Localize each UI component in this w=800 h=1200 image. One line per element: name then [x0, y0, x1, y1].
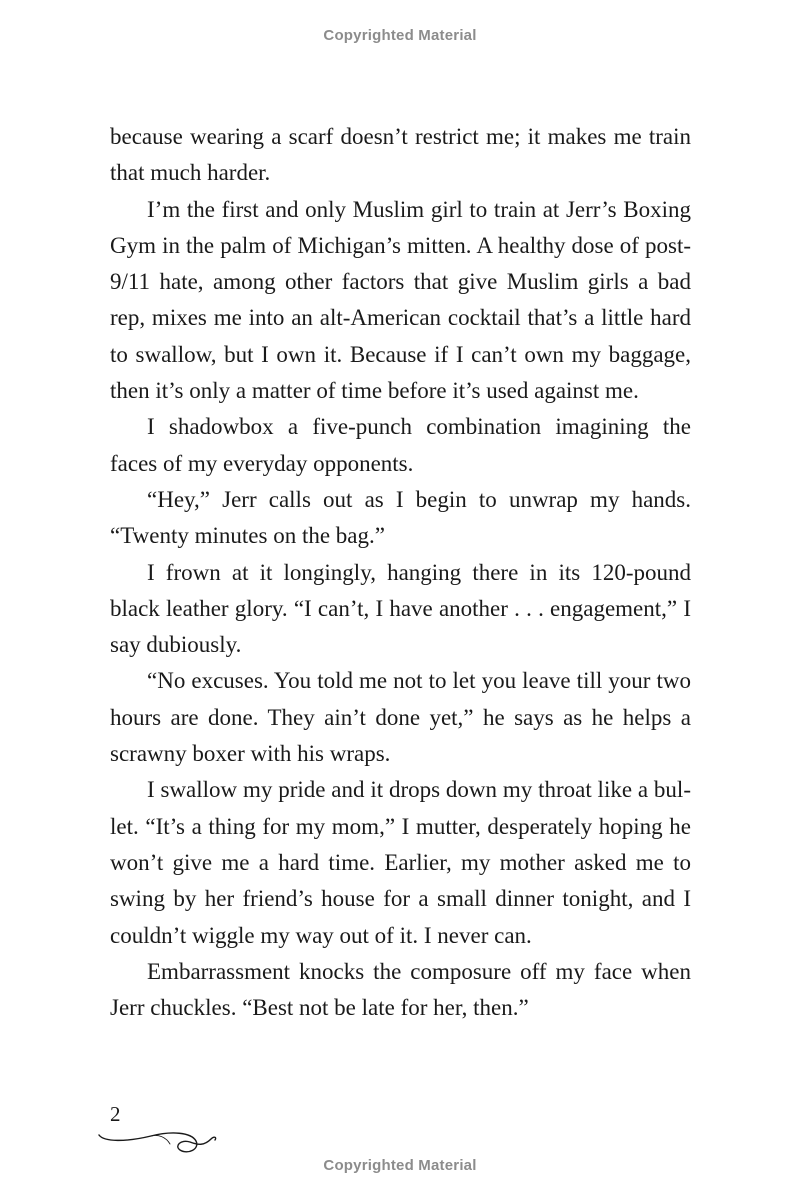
paragraph: I shadowbox a five-punch combination imagining the faces of my everyday opponents. — [110, 414, 691, 476]
flourish-ornament-icon — [96, 1122, 221, 1162]
paragraph: I swallow my pride and it drops down my throat like a bullet. “It’s a thing for my mom,” I mutter, desperately hoping he won’t give me a hard time. Earlier, my mother asked me to swing by her friend’s house for a small dinner tonight, and I couldn’t wiggle my way out of it. I never can. — [110, 777, 691, 948]
paragraph: because wearing a scarf doesn’t restrict me; it makes me train that much harder. — [110, 124, 691, 186]
paragraph: “No excuses. You told me not to let you leave till your two hours are done. They ain’t done yet,” he says as he helps a scrawny boxer with his wraps. — [110, 668, 691, 767]
body-text — [110, 119, 691, 1026]
copyright-watermark-bottom: Copyrighted Material — [323, 1157, 477, 1174]
paragraph: I frown at it longingly, hanging there in its 120-pound black leather glory. “I can’t, I have another . . . engagement,” I say dubiously. — [110, 559, 691, 658]
paragraph: Embarrassment knocks the composure off my face when Jerr chuckles. “Best not be late for her, then.” — [110, 958, 691, 1021]
copyright-watermark-top: Copyrighted Material — [323, 27, 477, 44]
page-number: 2 — [110, 1102, 121, 1126]
paragraph: “Hey,” Jerr calls out as I begin to unwrap my hands. “Twenty minutes on the bag.” — [110, 486, 691, 549]
page-footer — [96, 1102, 226, 1162]
paragraph: I’m the first and only Muslim girl to train at Jerr’s Boxing Gym in the palm of Michigan’s mitten. A healthy dose of post-9/11 hate, among other factors that give Muslim girls a bad rep, mixes me into an alt-American cocktail that’s a little hard to swallow, but I own it. Because if I can’t own my baggage, then it’s only a matter of time before it’s used against me. — [110, 196, 691, 404]
